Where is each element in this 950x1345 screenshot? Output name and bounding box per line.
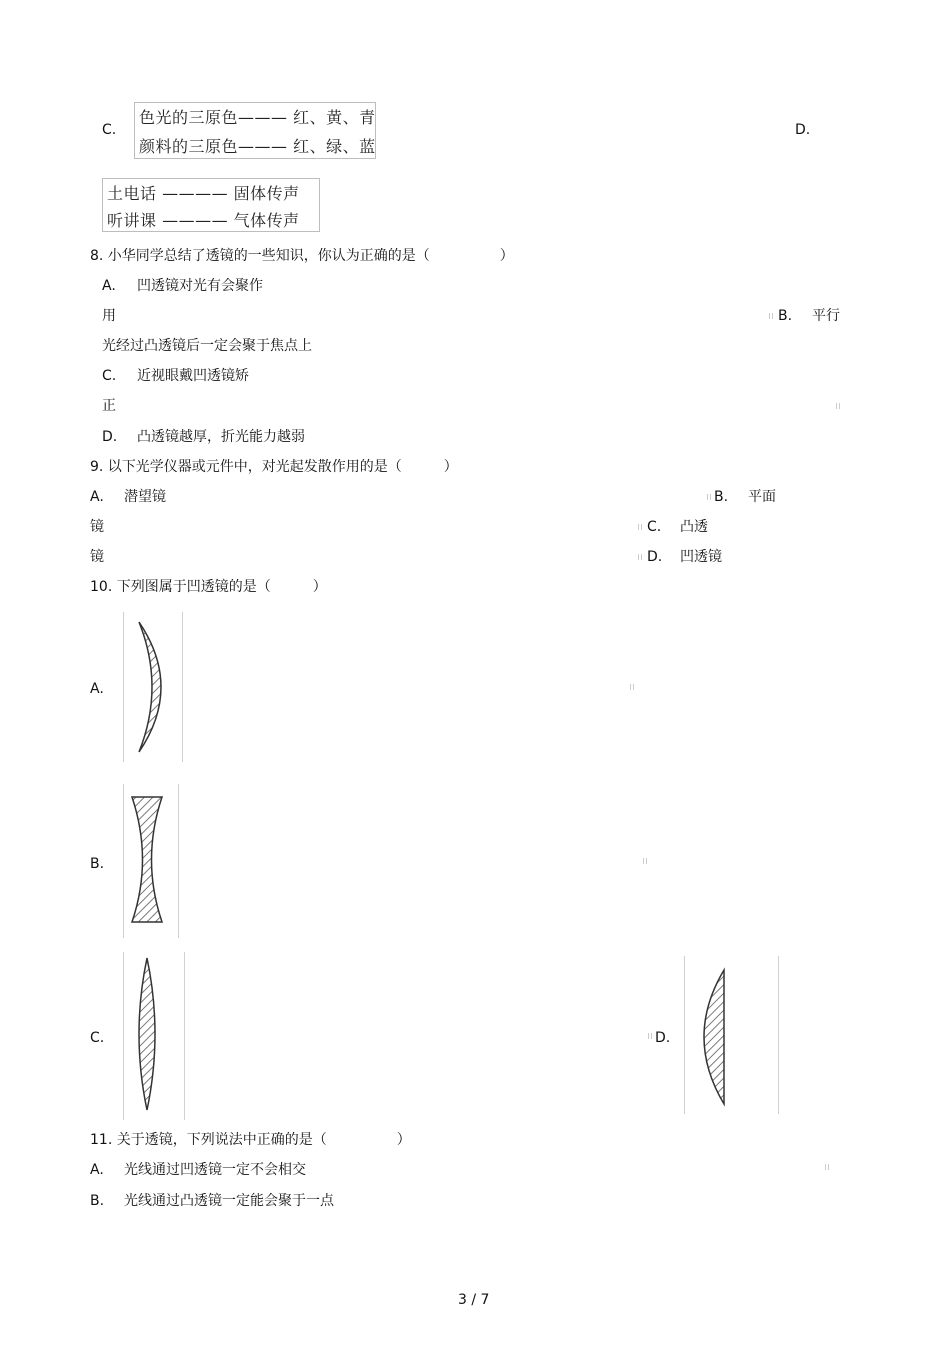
column-marker	[643, 858, 647, 864]
q8-option-d-label: D.	[102, 429, 118, 445]
q10-option-b-label: B.	[90, 856, 105, 872]
meniscus-lens-icon	[123, 612, 181, 762]
column-marker	[707, 494, 711, 500]
column-marker	[638, 554, 642, 560]
q9-option-d-label: D.	[647, 549, 663, 565]
q8-option-c-text-wrap: 正	[102, 398, 116, 414]
q10-option-a-label: A.	[90, 681, 104, 697]
q11-option-a-text: 光线通过凹透镜一定不会相交	[124, 1162, 306, 1178]
q9-option-b-text: 平面	[748, 489, 776, 505]
q7-option-c-label: C.	[102, 122, 117, 138]
q11-stem: 11. 关于透镜，下列说法中正确的是（ ）	[90, 1132, 411, 1148]
q7-option-c-image	[134, 102, 376, 159]
q7-d-line1: 土电话 ———— 固体传声	[107, 184, 300, 203]
q9-option-c-label: C.	[647, 519, 662, 535]
biconvex-lens-icon	[123, 952, 183, 1120]
q11-option-a-label: A.	[90, 1162, 104, 1178]
q7-d-line2: 听讲课 ———— 气体传声	[107, 211, 300, 230]
q8-option-b-text-wrap: 光经过凸透镜后一定会聚于焦点上	[102, 338, 312, 354]
q9-option-c-text: 凸透	[680, 519, 708, 535]
q8-option-b-text: 平行	[812, 308, 840, 324]
column-marker	[630, 684, 634, 690]
q9-stem: 9. 以下光学仪器或元件中，对光起发散作用的是（ ）	[90, 459, 458, 475]
q9-option-b-label: B.	[714, 489, 729, 505]
q10-option-c-label: C.	[90, 1030, 105, 1046]
biconcave-lens-icon	[123, 784, 177, 938]
q9-option-a-text: 潜望镜	[124, 489, 166, 505]
q8-option-a-label: A.	[102, 278, 116, 294]
plano-convex-lens-icon	[684, 956, 777, 1114]
q7-option-d-label: D.	[795, 122, 811, 138]
q8-option-c-label: C.	[102, 368, 117, 384]
q8-option-d-text: 凸透镜越厚，折光能力越弱	[137, 429, 305, 445]
q9-option-a-label: A.	[90, 489, 104, 505]
q8-option-b-label: B.	[778, 308, 793, 324]
q11-option-b-label: B.	[90, 1193, 105, 1209]
q8-option-c-text: 近视眼戴凹透镜矫	[137, 368, 249, 384]
column-marker	[769, 313, 773, 319]
q8-option-a-text-wrap: 用	[102, 308, 116, 324]
q7-c-line2: 颜料的三原色——— 红、绿、蓝	[139, 137, 376, 156]
column-marker	[836, 403, 840, 409]
q11-option-b-text: 光线通过凸透镜一定能会聚于一点	[124, 1193, 334, 1209]
q8-option-a-text: 凹透镜对光有会聚作	[137, 278, 263, 294]
q7-option-d-image	[102, 178, 320, 232]
page-number: 3 / 7	[458, 1292, 490, 1308]
q7-c-line1: 色光的三原色——— 红、黄、青	[139, 108, 376, 127]
column-marker	[825, 1164, 829, 1170]
q10-option-d-label: D.	[655, 1030, 671, 1046]
column-marker	[648, 1033, 652, 1039]
q10-stem: 10. 下列图属于凹透镜的是（ ）	[90, 579, 327, 595]
q9-option-d-text: 凹透镜	[680, 549, 722, 565]
q8-stem: 8. 小华同学总结了透镜的一些知识，你认为正确的是（ ）	[90, 248, 514, 264]
q9-option-b-text-wrap: 镜	[90, 519, 104, 535]
q9-option-c-text-wrap: 镜	[90, 549, 104, 565]
column-marker	[638, 524, 642, 530]
